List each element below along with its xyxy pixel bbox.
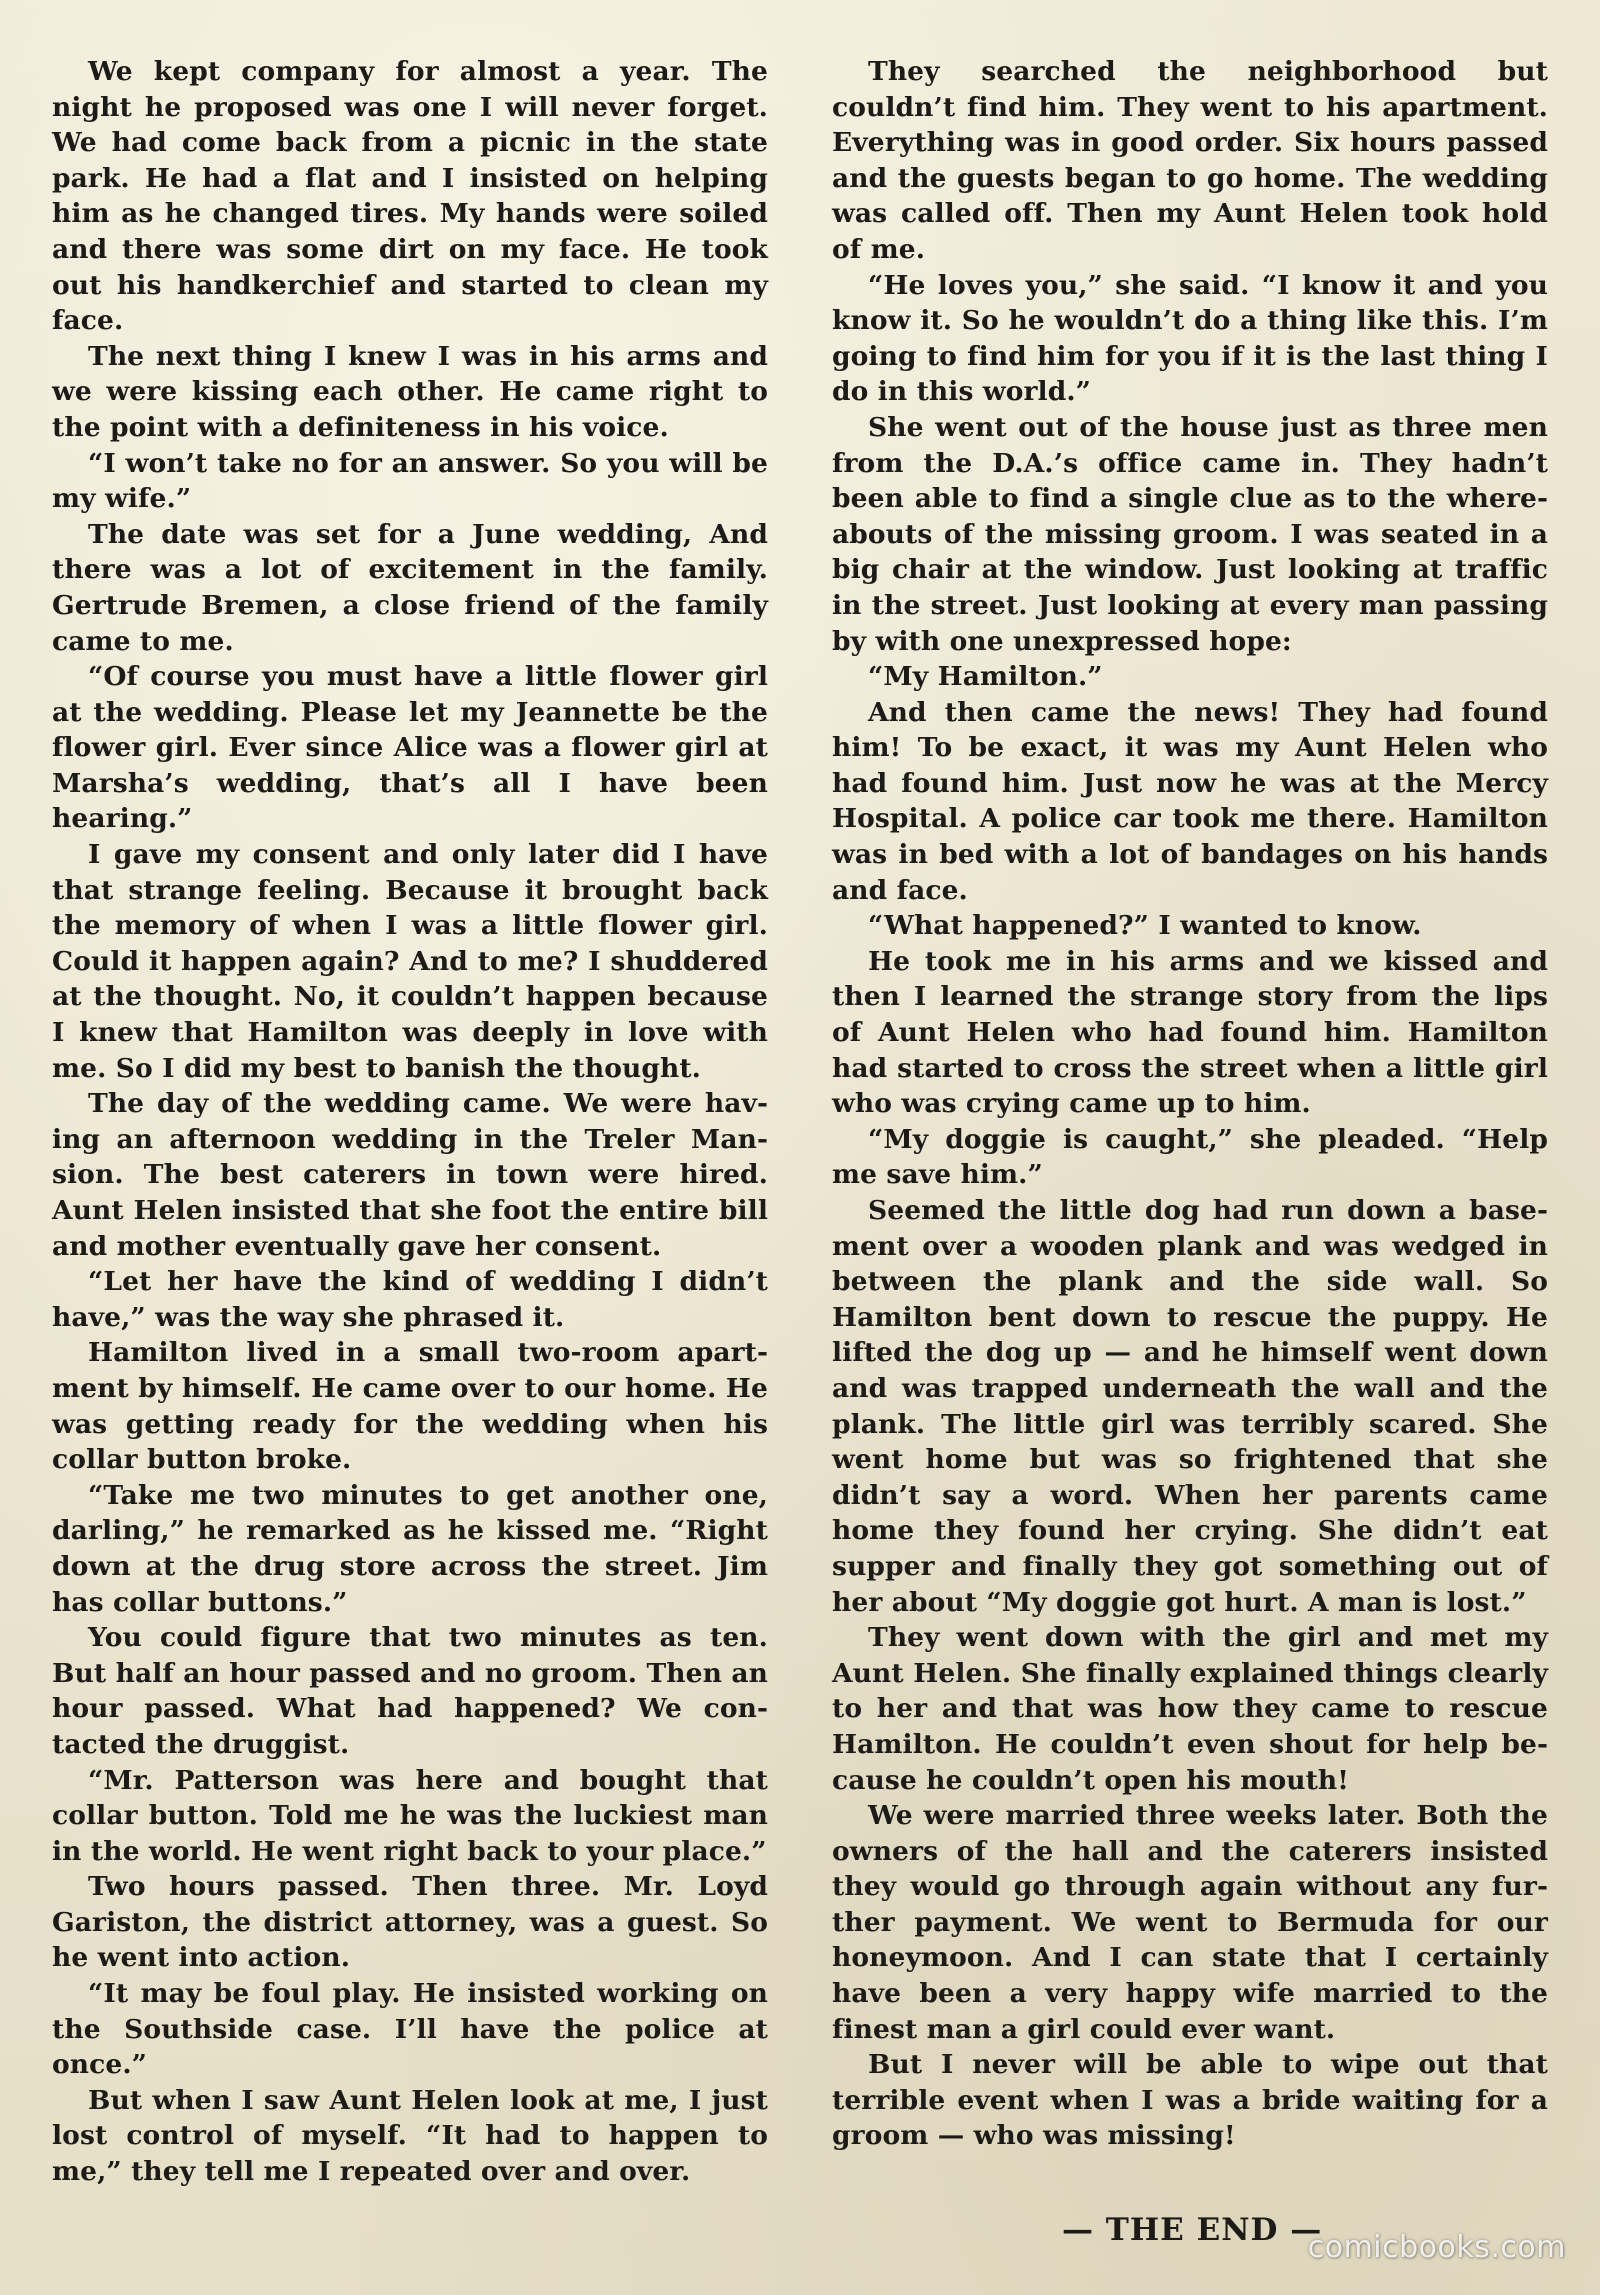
paragraph: And then came the news! They had found him! To be exact, it was my Aunt Helen who had found him. Just now he was at the Mercy Hospital. A police car took me there. Hamilton was in bed with a lot of bandages on his hands and face. (832, 696, 1548, 906)
paragraph: The next thing I knew I was in his arms and we were kissing each other. He came right to the point with a definiteness in his voice. (52, 340, 768, 443)
paragraph: Hamilton lived in a small two-room apartment by himself. He came over to our home. He was getting ready for the wedding when his collar button broke. (52, 1337, 768, 1476)
paragraph: “My doggie is caught,” she pleaded. “Help me save him.” (832, 1123, 1548, 1191)
paragraph: But I never will be able to wipe out that terrible event when I was a bride waiting for a groom — who was missing! (832, 2049, 1548, 2152)
paragraph: I gave my consent and only later did I have that strange feeling. Because it brought back the memory of when I was a little flower girl. Could it happen again? And to me? I shuddered at the thought. No, it couldn’t happen because I knew that Hamilton was deeply in love with me. So I did my best to banish the thought. (52, 839, 768, 1084)
paragraph: We were married three weeks later. Both the owners of the hall and the caterers insisted they would go through again without any further payment. We went to Bermuda for our honeymoon. And I can state that I certainly have been a very happy wife married to the finest man a girl could ever want. (832, 1800, 1548, 2045)
left-text-column (52, 54, 768, 2190)
paragraph: “He loves you,” she said. “I know it and you know it. So he wouldn’t do a thing like this. I’m going to find him for you if it is the last thing I do in this world.” (832, 269, 1548, 408)
paragraph: Two hours passed. Then three. Mr. Loyd Gariston, the district attorney, was a guest. So he went into action. (52, 1871, 768, 1974)
paragraph: “It may be foul play. He insisted working on the Southside case. I’ll have the police at once.” (52, 1978, 768, 2081)
paragraph: They went down with the girl and met my Aunt Helen. She finally explained things clearly to her and that was how they came to rescue Hamilton. He couldn’t even shout for help because he couldn’t open his mouth! (832, 1622, 1548, 1796)
paragraph: The date was set for a June wedding, And there was a lot of excitement in the family. Gertrude Bremen, a close friend of the family came to me. (52, 518, 768, 657)
paragraph: But when I saw Aunt Helen look at me, I just lost control of myself. “It had to happen to me,” they tell me I repeated over and over. (52, 2084, 768, 2188)
paragraph: “Let her have the kind of wedding I didn’t have,” was the way she phrased it. (52, 1266, 768, 1333)
paragraph: The day of the wedding came. We were having an afternoon wedding in the Treler Mansion. The best caterers in town were hired. Aunt Helen insisted that she foot the entire bill and mother eventually gave her consent. (52, 1088, 768, 1262)
paragraph: We kept company for almost a year. The night he proposed was one I will never forget. We had come back from a picnic in the state park. He had a flat and I insisted on helping him as he changed tires. My hands were soiled and there was some dirt on my face. He took out his handkerchief and started to clean my face. (52, 56, 768, 337)
paragraph: “What happened?” I wanted to know. (868, 910, 1422, 942)
paragraph: “Mr. Patterson was here and bought that collar button. Told me he was the luckiest man in the world. He went right back to your place.” (52, 1764, 768, 1867)
paragraph: “My Hamilton.” (868, 661, 1103, 693)
paragraph: Seemed the little dog had run down a basement over a wooden plank and was wedged in between the plank and the side wall. So Hamilton bent down to rescue the puppy. He lifted the dog up — and he himself went down and was trapped underneath the wall and the plank. The little girl was terribly scared. She went home but was so frightened that she didn’t say a word. When her parents came home they found her crying. She didn’t eat supper and finally they got something out of her about “My doggie got hurt. A man is lost.” (832, 1195, 1548, 1618)
the-end-mark: — THE END — (1062, 2212, 1323, 2248)
paragraph: “Take me two minutes to get another one, darling,” he remarked as he kissed me. “Right down at the drug store across the street. Jim has collar buttons.” (52, 1479, 768, 1618)
paragraph: He took me in his arms and we kissed and then I learned the strange story from the lips of Aunt Helen who had found him. Hamilton had started to cross the street when a little girl who was crying came up to him. (832, 945, 1548, 1120)
paragraph: You could figure that two minutes as ten. But half an hour passed and no groom. Then an hour passed. What had happened? We contacted the druggist. (52, 1622, 768, 1760)
right-text-column (832, 54, 1548, 2154)
paragraph: “Of course you must have a little flower girl at the wedding. Please let my Jeannette be the flower girl. Ever since Alice was a flower girl at Marsha’s wedding, that’s all I have been hearing.” (52, 661, 768, 835)
paragraph: “I won’t take no for an answer. So you will be my wife.” (52, 447, 768, 515)
paragraph: They searched the neighborhood but couldn’t find him. They went to his apartment. Everything was in good order. Six hours passed and the guests began to go home. The wedding was called off. Then my Aunt Helen took hold of me. (832, 56, 1548, 265)
paragraph: She went out of the house just as three men from the D.A.’s office came in. They hadn’t been able to find a single clue as to the whereabouts of the missing groom. I was seated in a big chair at the window. Just looking at traffic in the street. Just looking at every man passing by with one unexpressed hope: (832, 411, 1548, 657)
site-watermark: comicbooks.com (1307, 2230, 1566, 2265)
